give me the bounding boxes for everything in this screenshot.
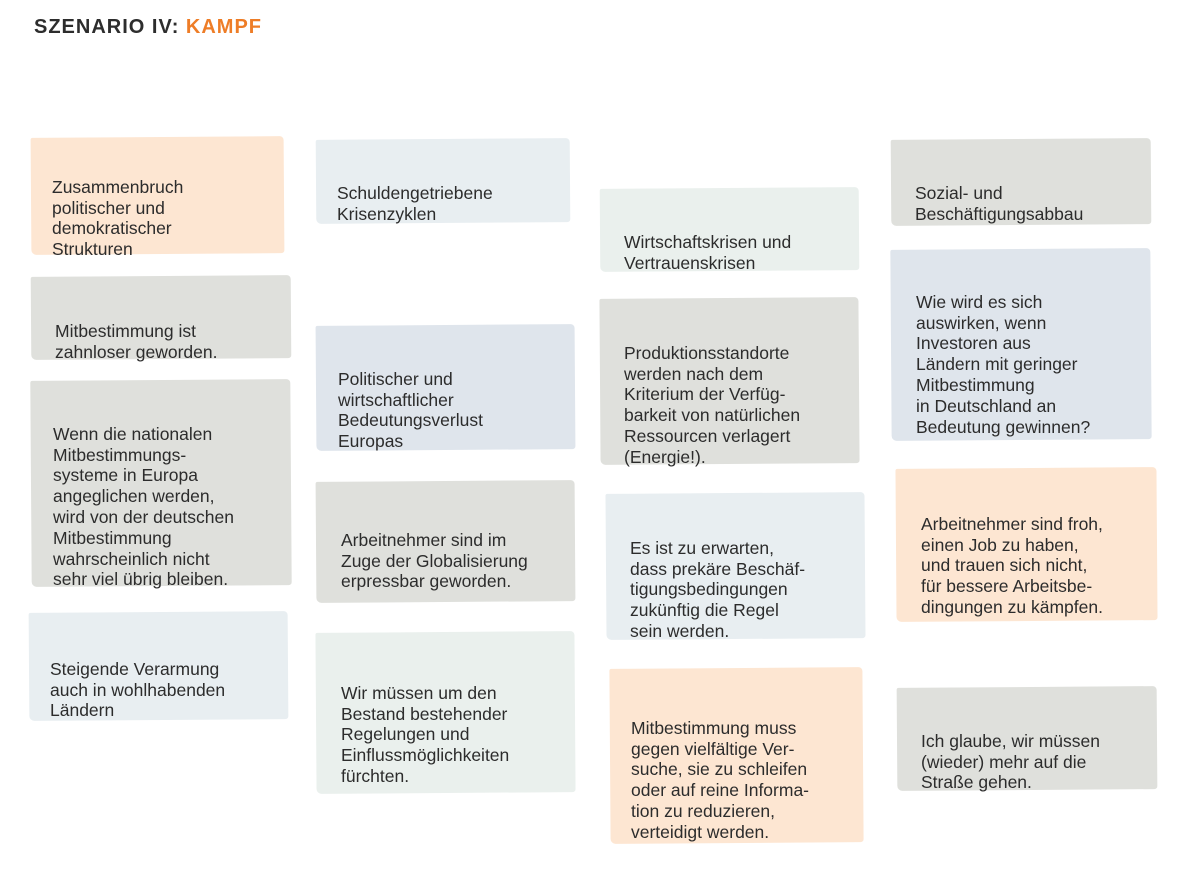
card-text: Mitbestimmung ist zahnloser geworden. [55, 320, 218, 362]
card-sozialabbau [893, 141, 1150, 224]
card-verarmung [31, 614, 287, 719]
card-text: Steigende Verarmung auch in wohlhabenden Ländern [50, 658, 226, 721]
card-wirtschaftskrisen [602, 190, 858, 273]
card-strasse [899, 689, 1156, 793]
card-text: Schuldengetriebene Krisenzyklen [337, 182, 493, 224]
card-text: Zusammenbruch politischer und demokratischer Strukturen [52, 176, 184, 260]
card-text: Sozial- und Beschäftigungsabbau [915, 182, 1084, 224]
card-froh [898, 470, 1156, 620]
card-schulden [318, 141, 569, 222]
card-erpressbar [318, 483, 574, 601]
title-accent: KAMPF [185, 16, 263, 38]
card-prekaer [608, 495, 864, 641]
title-prefix: SZENARIO IV: [34, 16, 186, 38]
card-text: Wenn die nationalen Mitbestimmungs- systeme in Europa angeglichen werden, wird von der deutschen Mitbestimmung wahrscheinlich nicht sehr viel übrig bleiben. [53, 423, 234, 590]
card-text: Ich glaube, wir müssen (wieder) mehr auf die Straße gehen. [921, 730, 1100, 793]
card-mitbestimmung-zahnlos [33, 278, 290, 362]
card-text: Wir müssen um den Bestand bestehender Regelungen und Einflussmöglichkeiten fürchten. [341, 682, 510, 786]
card-text: Arbeitnehmer sind im Zuge der Globalisierung erpressbar geworden. [341, 529, 528, 592]
card-investoren [893, 251, 1150, 439]
card-produktionsstandorte [602, 300, 858, 467]
card-zusammenbruch [33, 139, 283, 260]
card-text: Arbeitnehmer sind froh, einen Job zu haben, und trauen sich nicht, für bessere Arbeitsbe- dingungen zu kämpfen. [921, 513, 1103, 617]
page-title [34, 16, 262, 39]
card-verteidigen [612, 670, 862, 842]
card-text: Politischer und wirtschaftlicher Bedeutungsverlust Europas [338, 368, 483, 452]
card-bestand [318, 634, 574, 792]
card-text: Mitbestimmung muss gegen vielfältige Ver- suche, sie zu schleifen oder auf reine Informa- tion zu reduzieren, verteidigt werden. [631, 717, 810, 842]
card-text: Es ist zu erwarten, dass prekäre Beschäf- tigungsbedingungen zukünftig die Regel sein werden. [630, 537, 806, 641]
card-text: Wirtschaftskrisen und Vertrauenskrisen [624, 231, 792, 273]
card-bedeutungsverlust [318, 327, 574, 452]
card-nationale-systeme [33, 382, 290, 590]
card-text: Wie wird es sich auswirken, wenn Investoren aus Ländern mit geringer Mitbestimmung in Deutschland an Bedeutung gewinnen? [916, 291, 1091, 437]
card-text: Produktionsstandorte werden nach dem Kriterium der Verfüg- barkeit von natürlichen Ressourcen verlagert (Energie!). [624, 342, 801, 467]
